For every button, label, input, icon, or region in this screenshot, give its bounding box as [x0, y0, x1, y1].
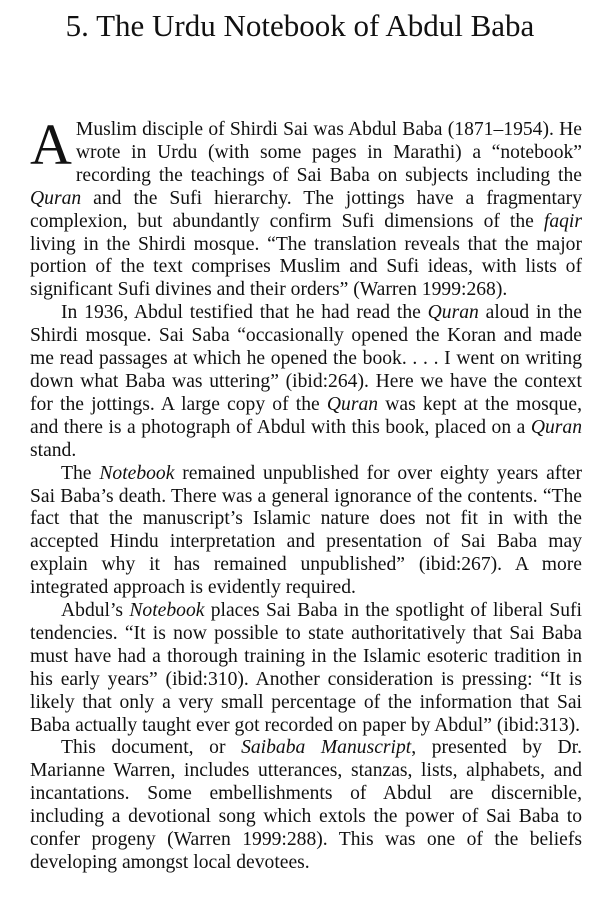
paragraph-2-text-4: stand. [30, 439, 77, 461]
paragraph-1-text-3: living in the Shirdi mosque. “The translation reveals that the major portion of the text comprises Muslim and Sufi ideas, with lists of significant Sufi divines and their orders” (Warren 1999:268). [30, 233, 582, 301]
paragraph-3 [30, 463, 582, 600]
paragraph-1 [30, 112, 582, 302]
chapter-heading: 5. The Urdu Notebook of Abdul Baba [65, 8, 535, 43]
paragraph-3-text-2: remained unpublished for over eighty years after Sai Baba’s death. There was a general ignorance of the contents. “The fact that the manuscript’s Islamic nature does not fit in with the accepted Hindu interpretation and presentation of Sai Baba may explain why it has remained unpublished” (ibid:267). A more integrated approach is evidently required. [30, 462, 582, 599]
paragraph-2-text-2: aloud in the Shirdi mosque. Sai Saba “occasionally opened the Koran and made me read passages at which he opened the book. . . . I went on writing down what Baba was uttering” (ibid:264). Here we have the context for the jottings. A large copy of the [30, 302, 582, 415]
paragraph-4-italic-1: Notebook [129, 600, 205, 622]
paragraph-5-text-1: This document, or [61, 737, 242, 759]
paragraph-2-italic-1: Quran [427, 302, 479, 324]
chapter-body [30, 112, 583, 875]
paragraph-2 [30, 302, 582, 462]
paragraph-1-italic-1: Quran [30, 187, 82, 209]
drop-cap: A [30, 112, 72, 177]
paragraph-4-text-1: Abdul’s [61, 600, 130, 622]
paragraph-5-text-2: , presented by Dr. Marianne Warren, includes utterances, stanzas, lists, alphabets, and incantations. Some embellishments of Abdul are discernible, including a devotional song which extols the power of Sai Baba to confer progeny (Warren 1999:288). This was one of the beliefs developing amongst local devotees. [30, 737, 583, 873]
paragraph-2-italic-3: Quran [530, 416, 582, 438]
paragraph-1-text-1: Muslim disciple of Shirdi Sai was Abdul Baba (1871–1954). He wrote in Urdu (with some pages in Marathi) a “notebook” recording the teachings of Sai Baba on subjects including the [75, 119, 582, 186]
paragraph-2-text-1: In 1936, Abdul testified that he had read the [61, 302, 428, 324]
paragraph-2-text-3: was kept at the mosque, and there is a photograph of Abdul with this book, placed on a [30, 393, 582, 438]
paragraph-5-italic-1: Saibaba Manuscript [241, 737, 412, 759]
paragraph-4-text-2: places Sai Baba in the spotlight of liberal Sufi tendencies. “It is now possible to state authoritatively that Sai Baba must have had a thorough training in the Islamic esoteric tradition in his early years” (ibid:310). Another consideration is pressing: “It is likely that only a very small percentage of the information that Sai Baba actually taught ever got recorded on paper by Abdul” (ibid:313). [30, 600, 583, 736]
paragraph-5 [30, 737, 582, 874]
paragraph-1-text-2: and the Sufi hierarchy. The jottings have a fragmentary complexion, but abundantly confirm Sufi dimensions of the [30, 187, 582, 232]
paragraph-1-italic-2: faqir [543, 210, 582, 232]
paragraph-4 [30, 600, 582, 737]
paragraph-2-italic-2: Quran [326, 393, 379, 415]
paragraph-3-text-1: The [61, 462, 100, 484]
paragraph-3-italic-1: Notebook [99, 462, 175, 484]
